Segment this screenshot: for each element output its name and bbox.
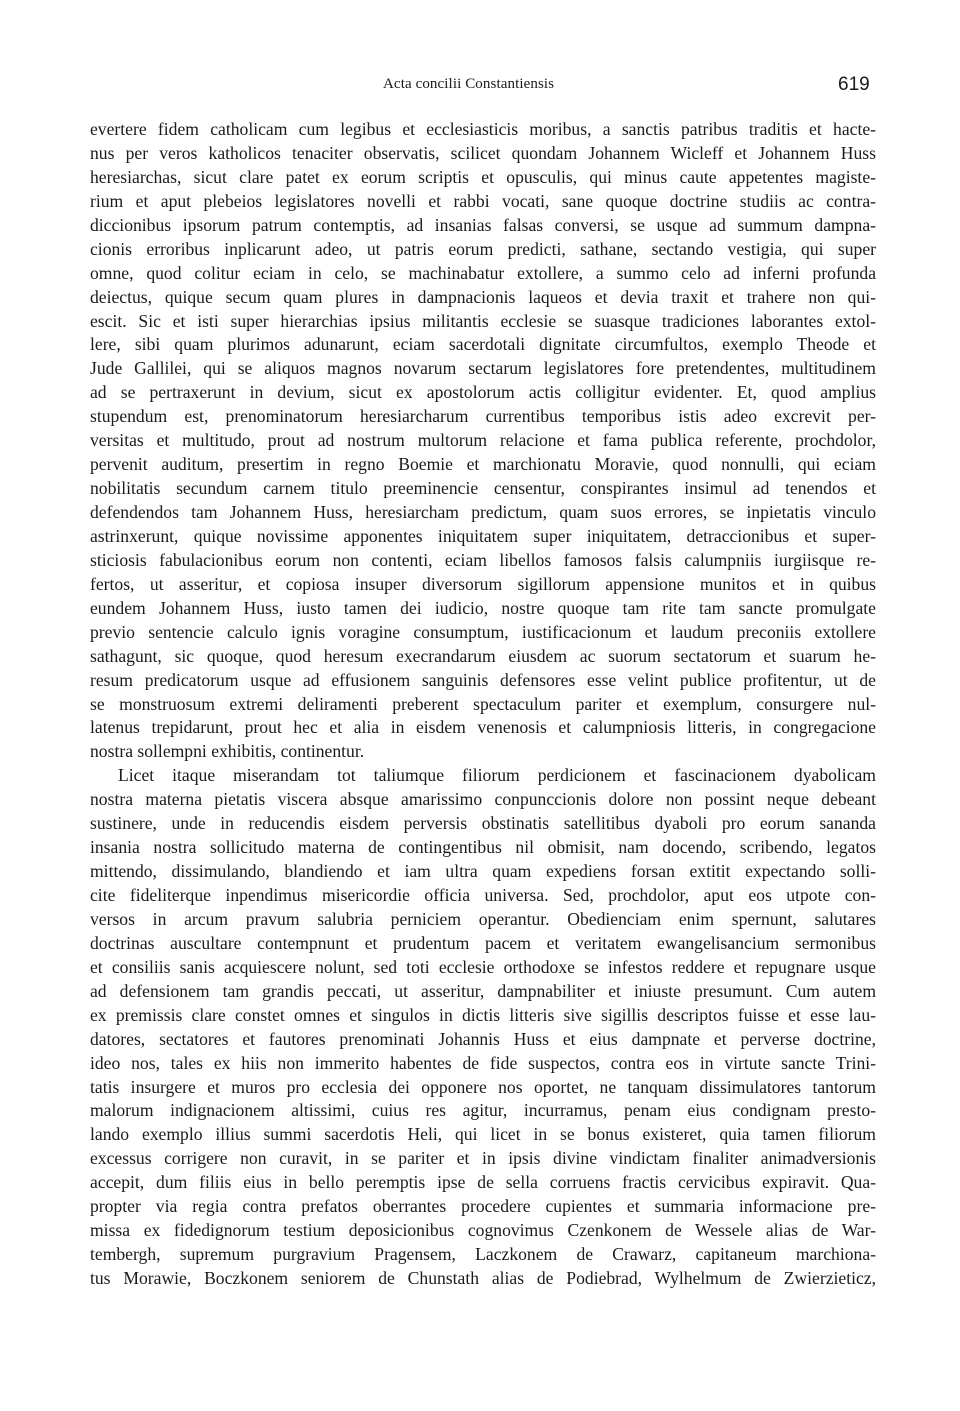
text-line: nostra sollempni exhibitis, continentur.: [90, 741, 365, 762]
text-line: tatis insurgere et muros pro ecclesia dei opponere nos oportet, ne tanquam dissimulatores tantorum: [90, 1076, 876, 1097]
text-line: mittendo, dissimulando, blandiendo et iam ultra quam expediens forsan extitit expectando solli-: [90, 861, 876, 882]
text-line: eundem Johannem Huss, iusto tamen dei iudicio, nostre quoque tam rite tam sancte promulgate: [90, 597, 876, 618]
text-line: ex premissis clare constet omnes et singulos in dictis litteris sive sigillis descriptos fuisse et esse lau-: [90, 1004, 876, 1025]
text-line: previo sentencie calculo ignis voragine consumptum, iustificacionum et laudum preconiis extollere: [90, 621, 876, 642]
text-line: Licet itaque miserandam tot taliumque filiorum perdicionem et fascinacionem dyabolicam: [118, 765, 876, 786]
text-line: evertere fidem catholicam cum legibus et ecclesiasticis moribus, a sanctis patribus traditis et hacte-: [90, 119, 876, 139]
text-line: fertos, ut asseritur, et copiosa insuper diversorum sigillorum appensione munitos et in quibus: [90, 573, 876, 594]
text-line: stupendum est, prenominatorum heresiarcharum currentibus temporibus istis adeo excrevit per-: [90, 406, 876, 427]
text-line: sathagunt, sic quoque, quod heresum execrandarum eiusdem ac suorum sectatorum et suarum he-: [90, 645, 876, 666]
text-line: deiectus, quique secum quam plures in dampnacionis laqueos et devia traxit et trahere non qui-: [90, 286, 876, 307]
text-line: lere, sibi quam plurimos adunarunt, eciam sacerdotali dignitate circumfultos, exemplo Theode et: [90, 334, 876, 355]
text-line: lando exemplo illius summi sacerdotis Heli, qui licet in se bonus existeret, quia tamen filiorum: [90, 1124, 876, 1145]
text-line: et consiliis sanis acquiescere nolunt, sed toti ecclesie orthodoxe se infestos reddere et repugnare usque: [90, 956, 876, 977]
text-line: sustinere, unde in reducendis eisdem perversis obstinatis satellitibus dyaboli pro eorum sananda: [90, 813, 876, 834]
text-line: excessus corrigere non curavit, in se pariter et in ipsis divine vindictam finaliter animadversionis: [90, 1148, 876, 1169]
text-line: sticiosis fabulacionibus eorum non contenti, eciam libellos famosos falsis calumpniis iurgiisque re-: [90, 549, 876, 570]
running-title: Acta concilii Constantiensis: [383, 76, 555, 92]
text-line: astrinxerunt, quique novissime apponentes iniquitatem super iniquitatem, detraccionibus et super-: [90, 525, 876, 546]
text-line: propter via regia contra prefatos oberrantes procedere cupientes et summaria informacione pre-: [90, 1196, 876, 1217]
text-line: tus Morawie, Boczkonem seniorem de Chunstath alias de Podiebrad, Wylhelmum de Zwierzieticz,: [90, 1268, 876, 1288]
text-line: nostra materna pietatis viscera absque amarissimo conpunccionis dolore non possint neque debeant: [90, 789, 876, 810]
text-line: versos in arcum pravum salubria perniciem operantur. Obedienciam enim spernunt, salutares: [90, 908, 876, 929]
text-line: escit. Sic et isti super hierarchias ipsius militantis ecclesie se suasque tradiciones laborantes extol-: [90, 310, 876, 331]
text-line: tembergh, supremum purgravium Pragensem, Laczkonem de Crawarz, capitaneum marchiona-: [90, 1244, 876, 1265]
body-text: [90, 118, 876, 1291]
text-line: ad defensionem tam grandis peccati, ut asseritur, dampnabiliter et iniuste presumunt. Cum autem: [90, 980, 876, 1001]
text-line: datores, sectatores et fautores prenominati Johannis Huss et eius dampnate et perverse doctrine,: [90, 1028, 876, 1049]
running-head: [0, 72, 960, 100]
text-line: accepit, dum filiis eius in bello peremptis ipse de sella corruens fractis cervicibus expiravit. Qua-: [90, 1172, 876, 1193]
text-line: defendendos tam Johannem Huss, heresiarcham predictum, quam suos errores, se inpietatis vinculo: [90, 502, 876, 522]
text-line: missa ex fidedignorum testium deposicionibus cognovimus Czenkonem de Wessele alias de War-: [90, 1220, 876, 1241]
text-line: doctrinas auscultare contempnunt et prudentum pacem et veritatem ewangelisancium sermonibus: [90, 932, 876, 953]
text-line: versitas et multitudo, prout ad nostrum multorum relacione et fama publica referente, prochdolor,: [90, 430, 876, 451]
text-line: resum predicatorum usque ad effusionem sanguinis defensores esse velint publice profitentur, ut de: [90, 669, 876, 690]
text-line: insania nostra sollicitudo materna de contingentibus nil obmisit, nam docendo, scribendo, legatos: [90, 837, 876, 858]
text-line: rium et aput plebeios legislatores novelli et rabbi vocati, sane quoque doctrine studiis ac contra-: [90, 190, 876, 211]
text-line: diccionibus ipsorum patrum contemptis, ad insanias falsas conversi, se usque ad summum dampna-: [90, 214, 876, 235]
text-line: nus per veros katholicos tenaciter observatis, scilicet quondam Johannem Wicleff et Johannem Huss: [90, 142, 876, 163]
text-line: cite fideliterque inpendimus misericordie officia universa. Sed, prochdolor, aput eos utpote con-: [90, 885, 876, 905]
text-line: ad se pertraxerunt in devium, sicut ex apostolorum actis colligitur evidenter. Et, quod amplius: [90, 382, 876, 403]
text-line: cionis erroribus inplicarunt adeo, ut patris eorum predicti, sathane, sectando vestigia, qui super: [90, 238, 876, 259]
text-line: pervenit auditum, presertim in regno Boemie et marchionatu Moravie, quod nonnulli, qui eciam: [90, 454, 876, 475]
page-number: 619: [838, 74, 870, 95]
text-line: heresiarchas, sicut clare patet ex eorum scriptis et opusculis, qui minus caute appetentes magiste-: [90, 166, 876, 187]
text-line: nobilitatis secundum carnem titulo preeminencie censentur, conspirantes insimul ad tenendos et: [90, 478, 876, 499]
text-line: Jude Gallilei, qui se aliquos magnos novarum sectarum legislatores fore pretendentes, multitudinem: [90, 358, 876, 379]
paragraph-1: [90, 118, 876, 764]
text-line: ideo nos, tales ex hiis non immerito habentes de fide suspectos, contra eos in virtute sancte Trini-: [90, 1052, 876, 1073]
text-line: omne, quod colitur eciam in celo, se machinabatur extollere, a summo celo ad inferni profunda: [90, 262, 876, 283]
text-line: latenus trepidarunt, prout hec et alia in eisdem venenosis et calumpniosis litteris, in congregacione: [90, 717, 876, 738]
paragraph-2: [90, 764, 876, 1291]
text-line: se monstruosum extremi deliramenti preberent spectaculum pariter et exemplum, consurgere nul-: [90, 693, 876, 714]
text-line: malorum indignacionem altissimi, cuius res agitur, incurramus, penam eius condignam presto-: [90, 1100, 876, 1121]
